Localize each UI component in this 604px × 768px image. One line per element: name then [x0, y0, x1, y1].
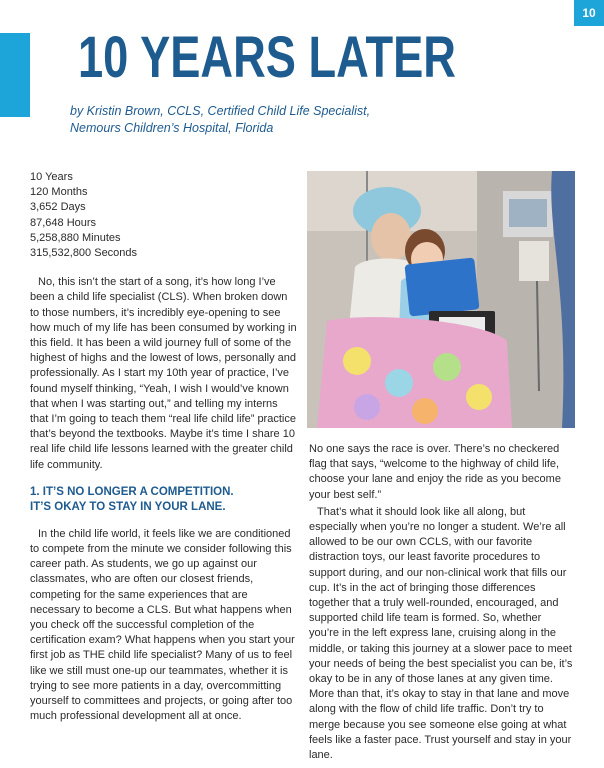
accent-side-bar	[0, 33, 30, 117]
byline	[70, 103, 370, 137]
intro-paragraph: No, this isn’t the start of a song, it’s how long I’ve been a child life specialist (CLS). When broken down to those numbers, it’s incredibly eye-opening to see how much of my life has been consumed by working in this field. It has been a wild journey full of some of the highest of highs and the lowest of lows, personally and professionally. As I start my 10th year of practice, I’ve found myself thinking, “Yeah, I wish I would’ve known that when I was starting out,” and telling my interns that I’m going to teach them “real life child life” practice that’s beyond the textbooks. Maybe it’s time I share 10 real life child life lessons learned with the greater child life community.	[30, 276, 297, 471]
section-1-heading	[30, 485, 298, 515]
byline-line-2: Nemours Children’s Hospital, Florida	[70, 121, 274, 135]
page-number: 10	[574, 0, 604, 26]
stats-list	[30, 170, 298, 261]
page-title: 10 YEARS LATER	[78, 25, 456, 90]
right-column	[309, 442, 573, 763]
left-column	[30, 170, 298, 725]
section-1-heading-line-2: IT’S OKAY TO STAY IN YOUR LANE.	[30, 500, 226, 513]
section-1-paragraph-1: In the child life world, it feels like we are conditioned to compete from the minute we consider following this career path. As students, we go up against our classmates, who are often our closest friends, competing for the same experiences that are necessary to become a CLS. But what happens when you check off the successful completion of the certification exam? What happens when you start your first job as THE child life specialist? Many of us to feel like we still must one-up our teammates, whether it is trying to see more patients in a day, overcommitting yourself to committees and projects, or going after too much professional development all at once.	[30, 527, 295, 723]
stat-years: 10 Years	[30, 171, 73, 183]
stat-days: 3,652 Days	[30, 201, 86, 214]
stat-seconds: 315,532,800 Seconds	[30, 247, 138, 260]
section-1-heading-line-1: 1. IT’S NO LONGER A COMPETITION.	[30, 485, 234, 498]
byline-line-1: by Kristin Brown, CCLS, Certified Child Life Specialist,	[70, 104, 371, 118]
stat-hours: 87,648 Hours	[30, 216, 97, 229]
section-1-paragraph-2: That’s what it should look like all along, but especially when you’re no longer a student. We’re all allowed to be our own CCLS, with our favorite distraction toys, our least favorite procedures to support during, and our non-clinical work that fills our cup. It’s in the act of bringing those differences together that a truly well-rounded, encouraged, and supported child life team is formed. So, whether you’re in the left express lane, cruising along in the middle, or taking this journey at a slower pace to meet your needs of being the best specialist you can be, it’s okay to be in any of those lanes at any given time. More than that, it’s okay to stay in that lane and move along with the flow of child life traffic. Don’t try to merge because you see someone else going at what feels like a faster pace. Trust yourself and stay in your lane.	[309, 505, 573, 762]
photo-child-life-specialist-with-patient	[307, 171, 575, 428]
stat-minutes: 5,258,880 Minutes	[30, 231, 121, 244]
section-1-paragraph-1-continued: No one says the race is over. There’s no checkered flag that says, “welcome to the highway of child life, choose your lane and enjoy the ride as you become your best self.”	[309, 443, 561, 501]
stat-months: 120 Months	[30, 186, 88, 199]
